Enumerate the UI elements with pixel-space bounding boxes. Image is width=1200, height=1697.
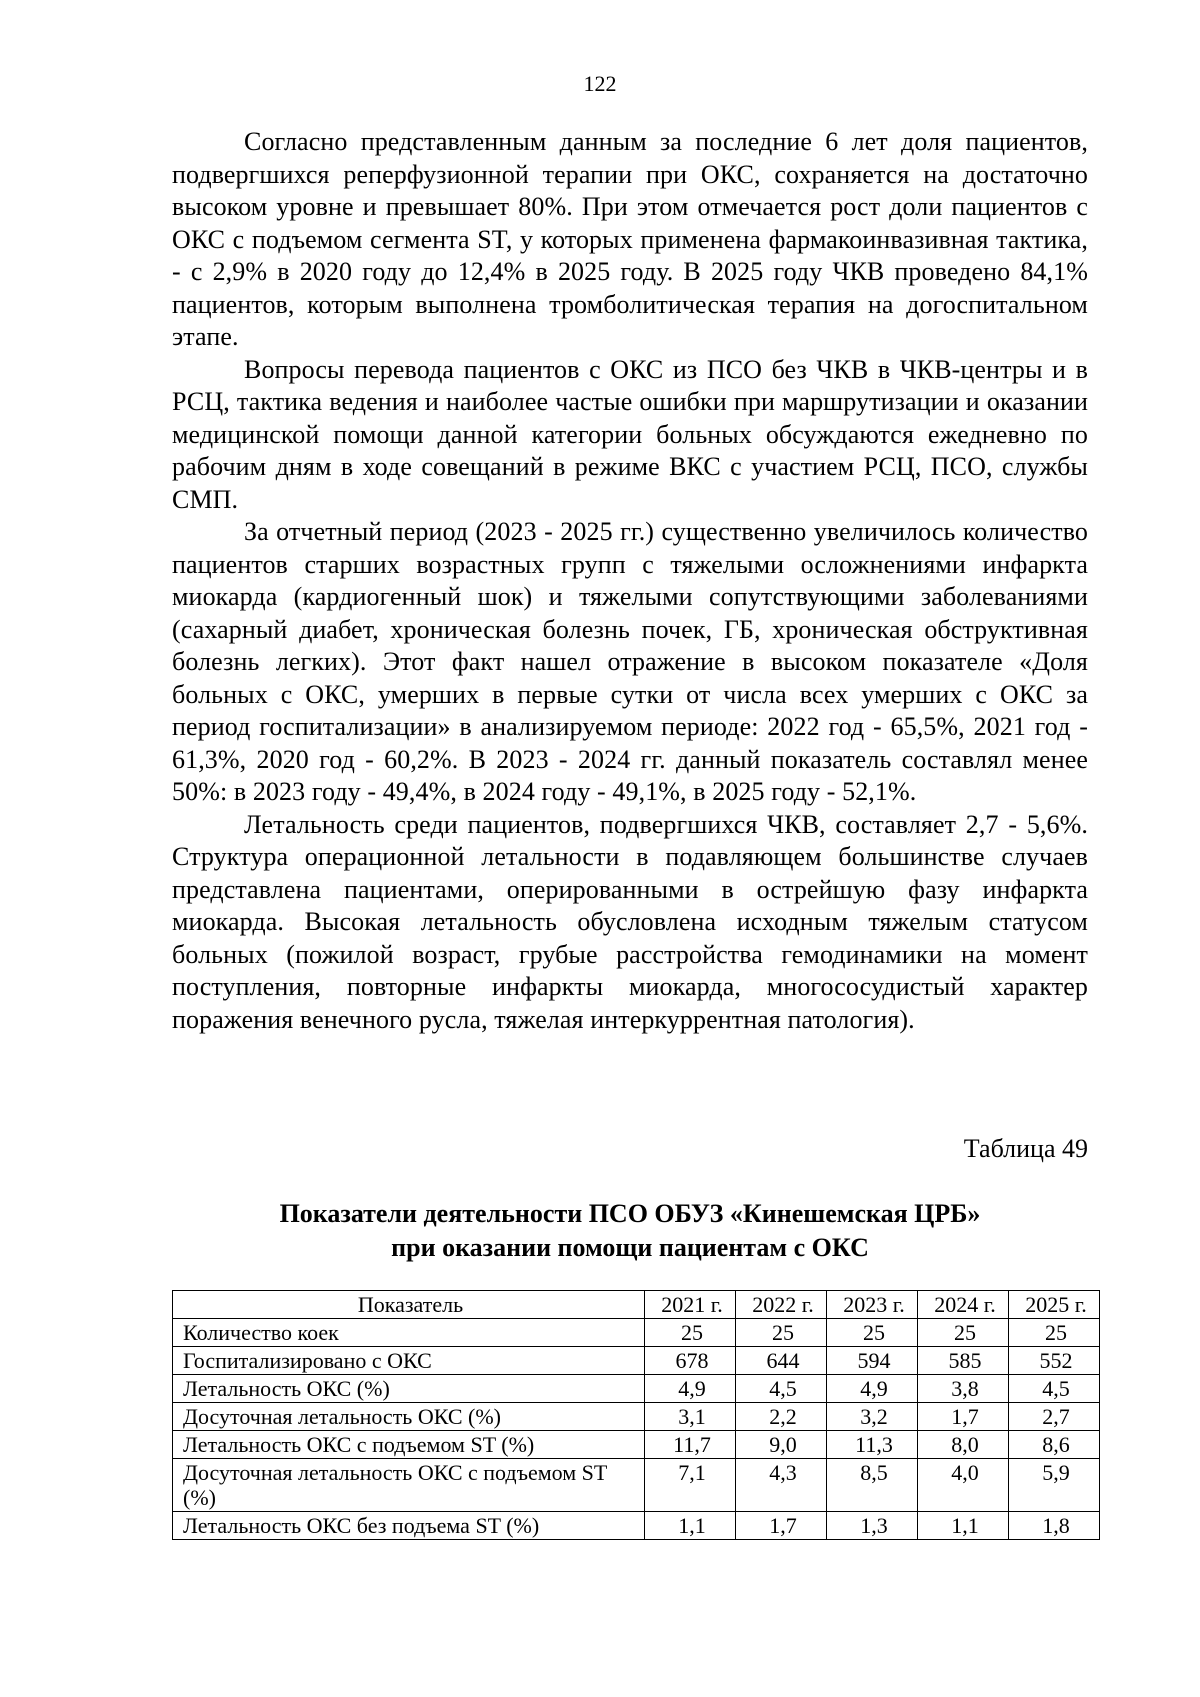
cell-value: 1,3 xyxy=(827,1512,918,1540)
cell-value: 8,5 xyxy=(827,1459,918,1512)
table-header xyxy=(173,1291,1100,1319)
table-caption: Таблица 49 xyxy=(963,1134,1088,1163)
header-cell-year: 2022 г. xyxy=(736,1291,827,1319)
table-row xyxy=(173,1319,1100,1347)
cell-value: 3,2 xyxy=(827,1403,918,1431)
cell-value: 4,0 xyxy=(918,1459,1009,1512)
paragraph: Вопросы перевода пациентов с ОКС из ПСО без ЧКВ в ЧКВ-центры и в РСЦ, тактика ведения и наиболее частые ошибки при маршрутизации и оказании медицинской помощи данной категории больных обсуждаются ежедневно по рабочим дням в ходе совещаний в режиме ВКС с участием РСЦ, ПСО, службы СМП. xyxy=(172,354,1088,514)
row-label: Летальность ОКС (%) xyxy=(173,1375,645,1403)
paragraph: За отчетный период (2023 - 2025 гг.) существенно увеличилось количество пациентов старших возрастных групп с тяжелыми осложнениями инфаркта миокарда (кардиогенный шок) и тяжелыми сопутствующими заболеваниями (сахарный диабет, хроническая болезнь почек, ГБ, хроническая обструктивная болезнь легких). Этот факт нашел отражение в высоком показателе «Доля больных с ОКС, умерших в первые сутки от числа всех умерших с ОКС за период госпитализации» в анализируемом периоде: 2022 год - 65,5%, 2021 год - 61,3%, 2020 год - 60,2%. В 2023 - 2024 гг. данный показатель составлял менее 50%: в 2023 году - 49,4%, в 2024 году - 49,1%, в 2025 году - 52,1%. xyxy=(172,517,1088,806)
cell-value: 4,5 xyxy=(736,1375,827,1403)
page-number: 122 xyxy=(583,71,617,96)
cell-value: 2,2 xyxy=(736,1403,827,1431)
cell-value: 678 xyxy=(645,1347,736,1375)
header-cell-year: 2025 г. xyxy=(1009,1291,1100,1319)
cell-value: 25 xyxy=(827,1319,918,1347)
table-row xyxy=(173,1512,1100,1540)
cell-value: 4,3 xyxy=(736,1459,827,1512)
cell-value: 1,8 xyxy=(1009,1512,1100,1540)
cell-value: 3,1 xyxy=(645,1403,736,1431)
cell-value: 5,9 xyxy=(1009,1459,1100,1512)
indicators-table xyxy=(172,1290,1100,1540)
row-label: Досуточная летальность ОКС с подъемом ST (%) xyxy=(173,1459,645,1512)
cell-value: 4,9 xyxy=(645,1375,736,1403)
cell-value: 2,7 xyxy=(1009,1403,1100,1431)
table-row xyxy=(173,1403,1100,1431)
paragraph: Летальность среди пациентов, подвергшихся ЧКВ, составляет 2,7 - 5,6%. Структура операционной летальности в подавляющем большинстве случаев представлена пациентами, оперированными в острейшую фазу инфаркта миокарда. Высокая летальность обусловлена исходным тяжелым статусом больных (пожилой возраст, грубые расстройства гемодинамики на момент поступления, повторные инфаркты миокарда, многососудистый характер поражения венечного русла, тяжелая интеркуррентная патология). xyxy=(172,809,1088,1034)
cell-value: 11,3 xyxy=(827,1431,918,1459)
cell-value: 11,7 xyxy=(645,1431,736,1459)
cell-value: 25 xyxy=(1009,1319,1100,1347)
header-cell-year: 2023 г. xyxy=(827,1291,918,1319)
cell-value: 4,9 xyxy=(827,1375,918,1403)
cell-value: 8,6 xyxy=(1009,1431,1100,1459)
paragraph: Согласно представленным данным за последние 6 лет доля пациентов, подвергшихся реперфузионной терапии при ОКС, сохраняется на достаточно высоком уровне и превышает 80%. При этом отмечается рост доли пациентов с ОКС с подъемом сегмента ST, у которых применена фармакоинвазивная тактика, - с 2,9% в 2020 году до 12,4% в 2025 году. В 2025 году ЧКВ проведено 84,1% пациентов, которым выполнена тромболитическая терапия на догоспитальном этапе. xyxy=(172,127,1088,351)
table-row xyxy=(173,1431,1100,1459)
table-row xyxy=(173,1347,1100,1375)
cell-value: 594 xyxy=(827,1347,918,1375)
cell-value: 9,0 xyxy=(736,1431,827,1459)
cell-value: 1,1 xyxy=(918,1512,1009,1540)
cell-value: 552 xyxy=(1009,1347,1100,1375)
cell-value: 1,1 xyxy=(645,1512,736,1540)
table-title-line: Показатели деятельности ПСО ОБУЗ «Кинешемская ЦРБ» xyxy=(279,1199,981,1228)
cell-value: 585 xyxy=(918,1347,1009,1375)
cell-value: 7,1 xyxy=(645,1459,736,1512)
row-label: Летальность ОКС без подъема ST (%) xyxy=(173,1512,645,1540)
header-cell-year: 2021 г. xyxy=(645,1291,736,1319)
cell-value: 25 xyxy=(736,1319,827,1347)
cell-value: 8,0 xyxy=(918,1431,1009,1459)
cell-value: 1,7 xyxy=(918,1403,1009,1431)
table-row xyxy=(173,1375,1100,1403)
row-label: Досуточная летальность ОКС (%) xyxy=(173,1403,645,1431)
body-text xyxy=(172,126,1088,1036)
cell-value: 4,5 xyxy=(1009,1375,1100,1403)
cell-value: 644 xyxy=(736,1347,827,1375)
row-label: Летальность ОКС с подъемом ST (%) xyxy=(173,1431,645,1459)
header-row xyxy=(173,1291,1100,1319)
table-title-line: при оказании помощи пациентам с ОКС xyxy=(391,1233,869,1262)
table-body xyxy=(173,1319,1100,1540)
header-cell-indicator: Показатель xyxy=(173,1291,645,1319)
cell-value: 25 xyxy=(918,1319,1009,1347)
table-title xyxy=(172,1197,1088,1265)
cell-value: 3,8 xyxy=(918,1375,1009,1403)
header-cell-year: 2024 г. xyxy=(918,1291,1009,1319)
row-label: Госпитализировано с ОКС xyxy=(173,1347,645,1375)
cell-value: 1,7 xyxy=(736,1512,827,1540)
row-label: Количество коек xyxy=(173,1319,645,1347)
cell-value: 25 xyxy=(645,1319,736,1347)
table-row xyxy=(173,1459,1100,1512)
